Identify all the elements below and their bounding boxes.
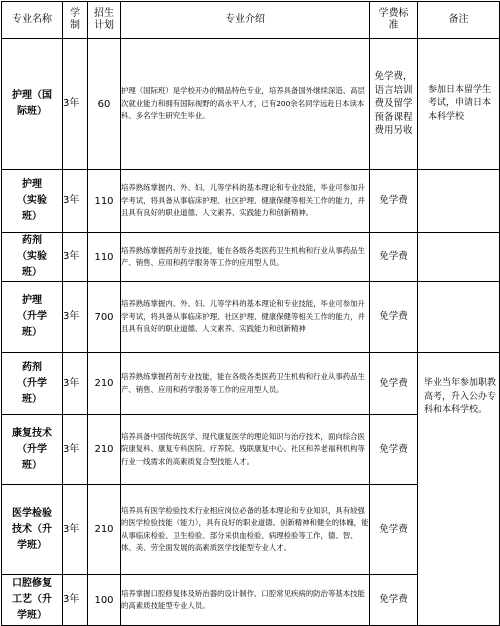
fee-value: 免学费 xyxy=(370,485,418,575)
major-intro: 培养具备中国传统医学、现代康复医学的理论知识与治疗技术，面向综合医院康复科、康复专科医院、疗养院、残联康复中心、社区和养老福利机构等行业一线需求的高素质复合型技能人才。 xyxy=(121,415,370,485)
fee-value: 免学费 xyxy=(370,353,418,415)
major-name: 药剂（实验班） xyxy=(2,233,63,282)
remark-empty xyxy=(418,233,500,282)
quota-value: 60 xyxy=(88,39,121,170)
years-value: 3年 xyxy=(63,353,88,415)
major-name: 口腔修复工艺（升学班） xyxy=(2,575,63,626)
header-remark: 备注 xyxy=(418,2,500,39)
remark-international: 参加日本留学生考试，申请日本本科学校 xyxy=(418,39,500,170)
remark-upgrade: 毕业当年参加职教高考，升入公办专科和本科学校。 xyxy=(418,353,500,626)
fee-value: 免学费 xyxy=(370,233,418,282)
header-years: 学制 xyxy=(63,2,88,39)
fee-value: 免学费 xyxy=(370,415,418,485)
table-row xyxy=(2,353,500,415)
quota-value: 210 xyxy=(88,353,121,415)
table-row xyxy=(2,170,500,233)
quota-value: 210 xyxy=(88,485,121,575)
major-intro: 培养熟练掌握内、外、妇、儿等学科的基本理论和专业技能，毕业可参加升学考试，将具备从事临床护理、社区护理、健康保健等相关工作的能力，并且具有良好的职业道德、人文素养、实践能力和创新精神。 xyxy=(121,170,370,233)
quota-value: 210 xyxy=(88,415,121,485)
quota-value: 100 xyxy=(88,575,121,626)
major-name: 护理（实验班） xyxy=(2,170,63,233)
enrollment-table xyxy=(1,1,500,626)
quota-value: 110 xyxy=(88,170,121,233)
major-intro: 培养具有医学检验技术行业相应岗位必备的基本理论和专业知识，具有较强的医学检验技能（能力），具有良好的职业道德、创新精神和健全的体魄，能从事临床检验、卫生检验、部分采供血检验、病理检验等工作，德、智、体、美、劳全面发展的高素质医学技能型专业人才。 xyxy=(121,485,370,575)
major-name: 药剂（升学班） xyxy=(2,353,63,415)
fee-value: 免学费 xyxy=(370,170,418,233)
fee-value: 免学费，语言培训费及留学预备课程费用另收 xyxy=(370,39,418,170)
quota-value: 110 xyxy=(88,233,121,282)
remark-empty xyxy=(418,282,500,353)
table-row xyxy=(2,233,500,282)
header-quota: 招生计划 xyxy=(88,2,121,39)
table-row xyxy=(2,282,500,353)
major-name: 护理（国际班） xyxy=(2,39,63,170)
major-intro: 培养熟练掌握药剂专业技能，能在各级各类医药卫生机构和行业从事药品生产、销售、应用和药学服务等工作的应用型人员。 xyxy=(121,353,370,415)
major-intro: 培养熟练掌握药剂专业技能，能在各级各类医药卫生机构和行业从事药品生产、销售、应用和药学服务等工作的应用型人员。 xyxy=(121,233,370,282)
remark-empty xyxy=(418,170,500,233)
years-value: 3年 xyxy=(63,282,88,353)
header-fee: 学费标准 xyxy=(370,2,418,39)
header-row xyxy=(2,2,500,39)
fee-value: 免学费 xyxy=(370,282,418,353)
major-intro: 护理（国际班）是学校开办的精品特色专业，培养具备国外继续深造、高层次就业能力和拥有国际视野的高水平人才，已有200余名同学远赴日本读本科、多名学生研究生毕业。 xyxy=(121,39,370,170)
years-value: 3年 xyxy=(63,575,88,626)
fee-value: 免学费 xyxy=(370,575,418,626)
years-value: 3年 xyxy=(63,170,88,233)
major-name: 医学检验技术（升学班） xyxy=(2,485,63,575)
years-value: 3年 xyxy=(63,485,88,575)
major-name: 护理（升学班） xyxy=(2,282,63,353)
header-intro: 专业介绍 xyxy=(121,2,370,39)
years-value: 3年 xyxy=(63,233,88,282)
table-row xyxy=(2,39,500,170)
years-value: 3年 xyxy=(63,39,88,170)
major-intro: 培养掌握口腔修复体及矫治器的设计制作、口腔常见疾病的防治等基本技能的高素质技能型专业人员。 xyxy=(121,575,370,626)
header-major: 专业名称 xyxy=(2,2,63,39)
quota-value: 700 xyxy=(88,282,121,353)
major-intro: 培养熟练掌握内、外、妇、儿等学科的基本理论和专业技能，毕业可参加升学考试，将具备从事临床护理、社区护理、健康保健等相关工作的能力，并且具有良好的职业道德、人文素养、实践能力和创新精神 xyxy=(121,282,370,353)
major-name: 康复技术（升学班） xyxy=(2,415,63,485)
years-value: 3年 xyxy=(63,415,88,485)
